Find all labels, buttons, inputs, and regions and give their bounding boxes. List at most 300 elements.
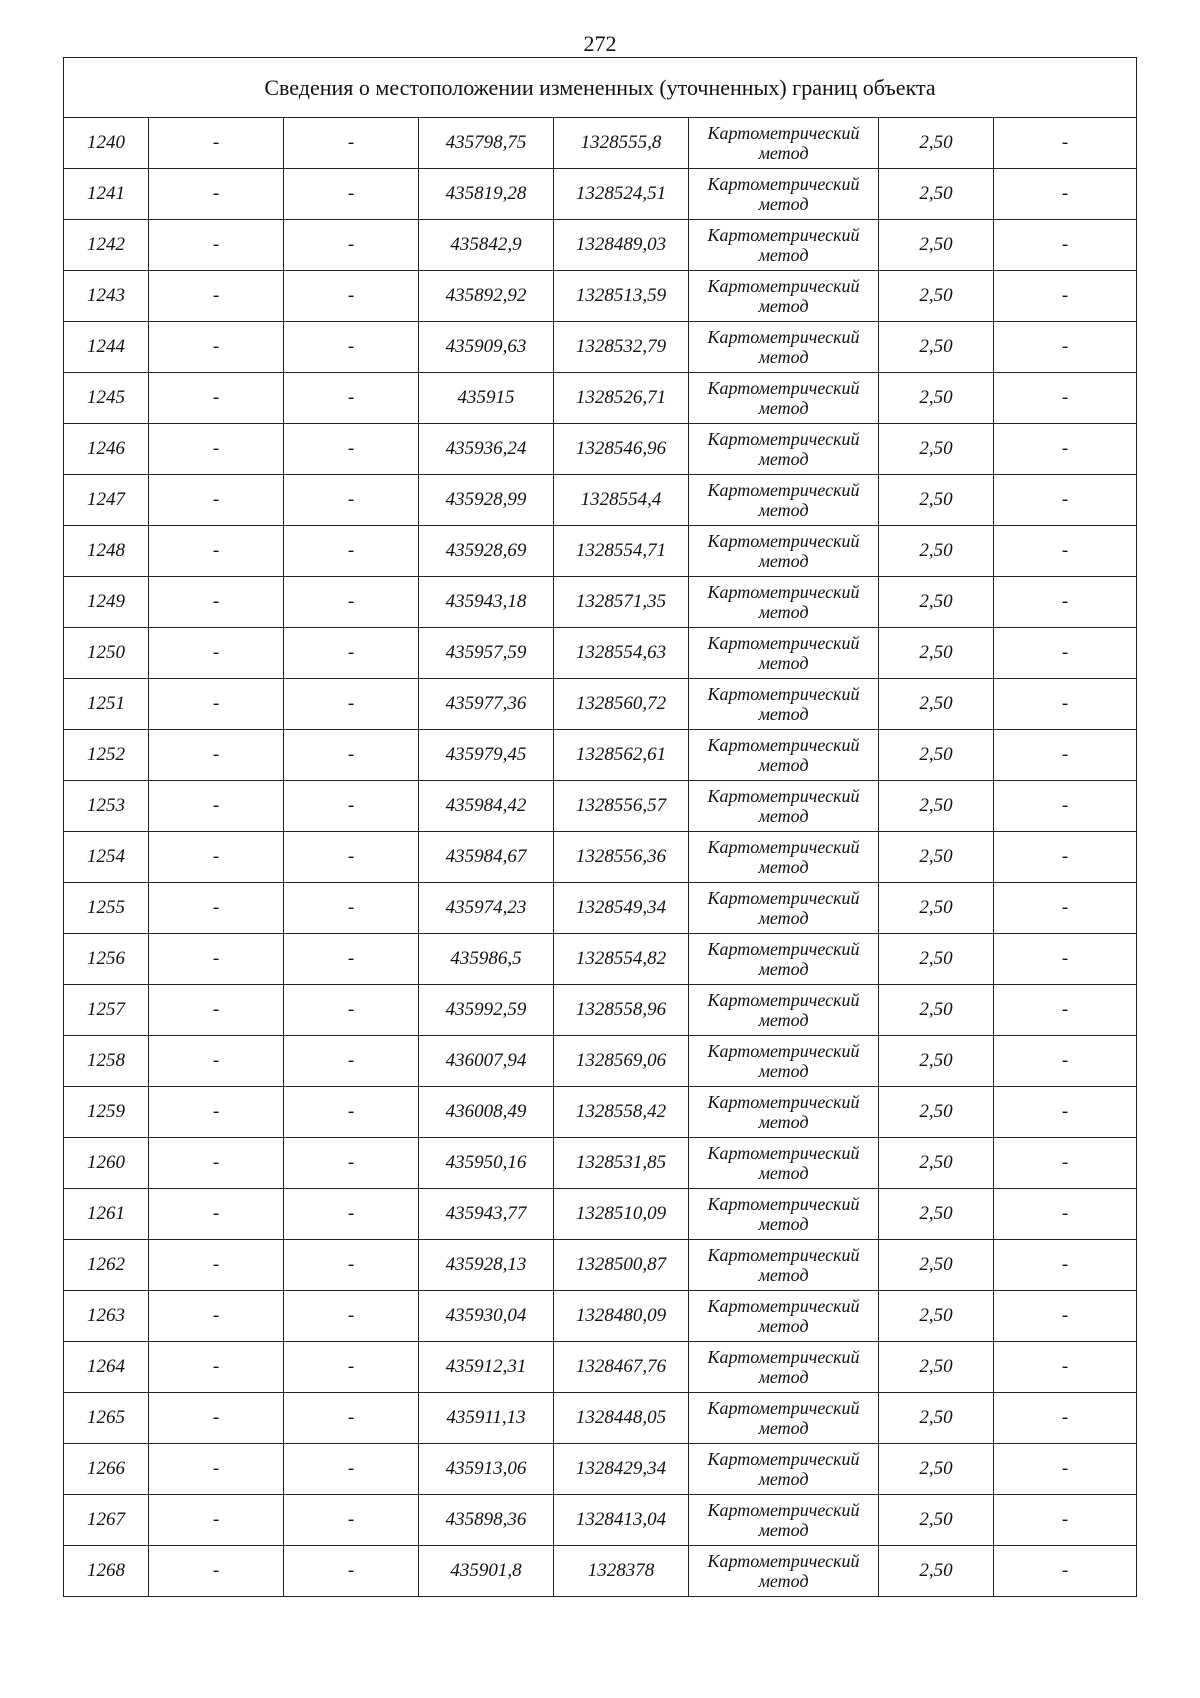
point-number-cell: 1241: [64, 169, 149, 220]
method-line-2: метод: [758, 1469, 809, 1489]
point-number-cell: 1243: [64, 271, 149, 322]
table-row: [64, 526, 1137, 577]
page-number: 272: [583, 31, 617, 56]
table-row: [64, 118, 1137, 169]
point-number-cell: 1249: [64, 577, 149, 628]
method-cell: [689, 1138, 879, 1189]
empty-value-cell: -: [149, 373, 284, 424]
empty-value-cell: -: [149, 1444, 284, 1495]
accuracy-cell: 2,50: [879, 628, 994, 679]
method-line-1: Картометрический: [707, 327, 860, 347]
empty-value-cell: -: [994, 475, 1137, 526]
method-cell: [689, 1546, 879, 1597]
empty-value-cell: -: [994, 1495, 1137, 1546]
empty-value-cell: -: [994, 628, 1137, 679]
method-cell: [689, 1291, 879, 1342]
method-line-2: метод: [758, 1010, 809, 1030]
method-line-1: Картометрический: [707, 1551, 860, 1571]
table-row: [64, 169, 1137, 220]
point-number-cell: 1260: [64, 1138, 149, 1189]
table-row: [64, 1036, 1137, 1087]
y-coordinate-cell: 1328467,76: [554, 1342, 689, 1393]
accuracy-cell: 2,50: [879, 1444, 994, 1495]
y-coordinate-cell: 1328513,59: [554, 271, 689, 322]
method-line-1: Картометрический: [707, 939, 860, 959]
y-coordinate-cell: 1328480,09: [554, 1291, 689, 1342]
method-line-1: Картометрический: [707, 429, 860, 449]
empty-value-cell: -: [994, 322, 1137, 373]
method-cell: [689, 730, 879, 781]
empty-value-cell: -: [284, 475, 419, 526]
empty-value-cell: -: [149, 1291, 284, 1342]
x-coordinate-cell: 435911,13: [419, 1393, 554, 1444]
empty-value-cell: -: [284, 883, 419, 934]
empty-value-cell: -: [149, 1393, 284, 1444]
table-row: [64, 424, 1137, 475]
accuracy-cell: 2,50: [879, 475, 994, 526]
method-line-1: Картометрический: [707, 531, 860, 551]
method-cell: [689, 832, 879, 883]
point-number-cell: 1261: [64, 1189, 149, 1240]
method-line-2: метод: [758, 1520, 809, 1540]
point-number-cell: 1263: [64, 1291, 149, 1342]
method-cell: [689, 985, 879, 1036]
y-coordinate-cell: 1328554,4: [554, 475, 689, 526]
method-line-2: метод: [758, 1214, 809, 1234]
empty-value-cell: -: [284, 781, 419, 832]
accuracy-cell: 2,50: [879, 118, 994, 169]
accuracy-cell: 2,50: [879, 1087, 994, 1138]
y-coordinate-cell: 1328560,72: [554, 679, 689, 730]
method-cell: [689, 1189, 879, 1240]
empty-value-cell: -: [149, 1087, 284, 1138]
point-number-cell: 1259: [64, 1087, 149, 1138]
method-line-1: Картометрический: [707, 684, 860, 704]
method-cell: [689, 322, 879, 373]
method-line-2: метод: [758, 704, 809, 724]
table-row: [64, 730, 1137, 781]
method-cell: [689, 577, 879, 628]
point-number-cell: 1267: [64, 1495, 149, 1546]
x-coordinate-cell: 436007,94: [419, 1036, 554, 1087]
accuracy-cell: 2,50: [879, 1291, 994, 1342]
empty-value-cell: -: [994, 220, 1137, 271]
y-coordinate-cell: 1328558,96: [554, 985, 689, 1036]
empty-value-cell: -: [284, 1189, 419, 1240]
table-row: [64, 1342, 1137, 1393]
table-row: [64, 475, 1137, 526]
empty-value-cell: -: [149, 1036, 284, 1087]
empty-value-cell: -: [284, 679, 419, 730]
table-row: [64, 1546, 1137, 1597]
empty-value-cell: -: [149, 832, 284, 883]
empty-value-cell: -: [149, 934, 284, 985]
y-coordinate-cell: 1328524,51: [554, 169, 689, 220]
table-title: Сведения о местоположении измененных (уточненных) границ объекта: [64, 58, 1137, 118]
point-number-cell: 1240: [64, 118, 149, 169]
y-coordinate-cell: 1328569,06: [554, 1036, 689, 1087]
method-line-1: Картометрический: [707, 837, 860, 857]
point-number-cell: 1246: [64, 424, 149, 475]
empty-value-cell: -: [149, 883, 284, 934]
accuracy-cell: 2,50: [879, 679, 994, 730]
empty-value-cell: -: [994, 577, 1137, 628]
empty-value-cell: -: [284, 271, 419, 322]
y-coordinate-cell: 1328549,34: [554, 883, 689, 934]
empty-value-cell: -: [284, 934, 419, 985]
point-number-cell: 1251: [64, 679, 149, 730]
method-line-1: Картометрический: [707, 1194, 860, 1214]
accuracy-cell: 2,50: [879, 220, 994, 271]
method-line-1: Картометрический: [707, 174, 860, 194]
empty-value-cell: -: [994, 883, 1137, 934]
method-cell: [689, 1495, 879, 1546]
empty-value-cell: -: [994, 679, 1137, 730]
empty-value-cell: -: [284, 832, 419, 883]
method-cell: [689, 169, 879, 220]
table-row: [64, 679, 1137, 730]
x-coordinate-cell: 435930,04: [419, 1291, 554, 1342]
empty-value-cell: -: [149, 628, 284, 679]
point-number-cell: 1247: [64, 475, 149, 526]
empty-value-cell: -: [284, 526, 419, 577]
method-line-2: метод: [758, 1418, 809, 1438]
method-line-1: Картометрический: [707, 1500, 860, 1520]
method-cell: [689, 373, 879, 424]
accuracy-cell: 2,50: [879, 322, 994, 373]
accuracy-cell: 2,50: [879, 169, 994, 220]
method-line-1: Картометрический: [707, 990, 860, 1010]
x-coordinate-cell: 435984,67: [419, 832, 554, 883]
method-cell: [689, 475, 879, 526]
x-coordinate-cell: 435909,63: [419, 322, 554, 373]
empty-value-cell: -: [149, 985, 284, 1036]
y-coordinate-cell: 1328378: [554, 1546, 689, 1597]
accuracy-cell: 2,50: [879, 1036, 994, 1087]
method-line-1: Картометрический: [707, 1296, 860, 1316]
empty-value-cell: -: [994, 1087, 1137, 1138]
empty-value-cell: -: [994, 169, 1137, 220]
method-line-2: метод: [758, 296, 809, 316]
method-line-1: Картометрический: [707, 1449, 860, 1469]
x-coordinate-cell: 435928,69: [419, 526, 554, 577]
x-coordinate-cell: 435984,42: [419, 781, 554, 832]
method-line-2: метод: [758, 602, 809, 622]
accuracy-cell: 2,50: [879, 730, 994, 781]
empty-value-cell: -: [994, 985, 1137, 1036]
method-line-1: Картометрический: [707, 480, 860, 500]
point-number-cell: 1258: [64, 1036, 149, 1087]
empty-value-cell: -: [284, 985, 419, 1036]
empty-value-cell: -: [284, 169, 419, 220]
point-number-cell: 1253: [64, 781, 149, 832]
empty-value-cell: -: [149, 169, 284, 220]
method-line-2: метод: [758, 449, 809, 469]
x-coordinate-cell: 435943,18: [419, 577, 554, 628]
x-coordinate-cell: 435977,36: [419, 679, 554, 730]
y-coordinate-cell: 1328546,96: [554, 424, 689, 475]
y-coordinate-cell: 1328554,63: [554, 628, 689, 679]
x-coordinate-cell: 435915: [419, 373, 554, 424]
point-number-cell: 1255: [64, 883, 149, 934]
empty-value-cell: -: [284, 1036, 419, 1087]
method-line-2: метод: [758, 194, 809, 214]
accuracy-cell: 2,50: [879, 934, 994, 985]
empty-value-cell: -: [149, 1138, 284, 1189]
table-row: [64, 1291, 1137, 1342]
empty-value-cell: -: [284, 1444, 419, 1495]
x-coordinate-cell: 435950,16: [419, 1138, 554, 1189]
y-coordinate-cell: 1328554,82: [554, 934, 689, 985]
y-coordinate-cell: 1328489,03: [554, 220, 689, 271]
accuracy-cell: 2,50: [879, 832, 994, 883]
x-coordinate-cell: 436008,49: [419, 1087, 554, 1138]
empty-value-cell: -: [284, 1291, 419, 1342]
point-number-cell: 1252: [64, 730, 149, 781]
empty-value-cell: -: [149, 1342, 284, 1393]
empty-value-cell: -: [284, 322, 419, 373]
empty-value-cell: -: [284, 1495, 419, 1546]
method-cell: [689, 934, 879, 985]
method-line-1: Картометрический: [707, 1092, 860, 1112]
method-line-2: метод: [758, 653, 809, 673]
empty-value-cell: -: [994, 730, 1137, 781]
x-coordinate-cell: 435912,31: [419, 1342, 554, 1393]
empty-value-cell: -: [994, 1036, 1137, 1087]
x-coordinate-cell: 435936,24: [419, 424, 554, 475]
empty-value-cell: -: [284, 577, 419, 628]
table-row: [64, 220, 1137, 271]
table-row: [64, 1240, 1137, 1291]
table-row: [64, 628, 1137, 679]
method-line-1: Картометрический: [707, 276, 860, 296]
point-number-cell: 1244: [64, 322, 149, 373]
empty-value-cell: -: [149, 220, 284, 271]
empty-value-cell: -: [149, 679, 284, 730]
y-coordinate-cell: 1328413,04: [554, 1495, 689, 1546]
y-coordinate-cell: 1328429,34: [554, 1444, 689, 1495]
table-row: [64, 985, 1137, 1036]
empty-value-cell: -: [284, 1546, 419, 1597]
table-row: [64, 934, 1137, 985]
empty-value-cell: -: [284, 1393, 419, 1444]
x-coordinate-cell: 435798,75: [419, 118, 554, 169]
point-number-cell: 1256: [64, 934, 149, 985]
y-coordinate-cell: 1328571,35: [554, 577, 689, 628]
table-row: [64, 322, 1137, 373]
method-cell: [689, 1036, 879, 1087]
accuracy-cell: 2,50: [879, 1546, 994, 1597]
coordinates-table: [63, 57, 1137, 1597]
empty-value-cell: -: [284, 373, 419, 424]
method-cell: [689, 1240, 879, 1291]
empty-value-cell: -: [149, 118, 284, 169]
method-line-2: метод: [758, 551, 809, 571]
method-line-1: Картометрический: [707, 1347, 860, 1367]
accuracy-cell: 2,50: [879, 424, 994, 475]
x-coordinate-cell: 435943,77: [419, 1189, 554, 1240]
y-coordinate-cell: 1328554,71: [554, 526, 689, 577]
table-row: [64, 271, 1137, 322]
method-cell: [689, 883, 879, 934]
method-line-2: метод: [758, 1265, 809, 1285]
method-cell: [689, 1087, 879, 1138]
empty-value-cell: -: [994, 832, 1137, 883]
method-line-2: метод: [758, 1112, 809, 1132]
empty-value-cell: -: [994, 1444, 1137, 1495]
point-number-cell: 1242: [64, 220, 149, 271]
method-cell: [689, 781, 879, 832]
point-number-cell: 1265: [64, 1393, 149, 1444]
method-line-2: метод: [758, 959, 809, 979]
empty-value-cell: -: [149, 322, 284, 373]
method-line-2: метод: [758, 1061, 809, 1081]
x-coordinate-cell: 435986,5: [419, 934, 554, 985]
accuracy-cell: 2,50: [879, 781, 994, 832]
accuracy-cell: 2,50: [879, 1138, 994, 1189]
method-cell: [689, 1393, 879, 1444]
empty-value-cell: -: [149, 577, 284, 628]
method-line-2: метод: [758, 755, 809, 775]
accuracy-cell: 2,50: [879, 985, 994, 1036]
y-coordinate-cell: 1328510,09: [554, 1189, 689, 1240]
x-coordinate-cell: 435957,59: [419, 628, 554, 679]
method-line-1: Картометрический: [707, 786, 860, 806]
empty-value-cell: -: [284, 1240, 419, 1291]
empty-value-cell: -: [994, 526, 1137, 577]
x-coordinate-cell: 435901,8: [419, 1546, 554, 1597]
table-row: [64, 1444, 1137, 1495]
method-line-1: Картометрический: [707, 225, 860, 245]
point-number-cell: 1245: [64, 373, 149, 424]
table-row: [64, 832, 1137, 883]
table-row: [64, 1495, 1137, 1546]
x-coordinate-cell: 435913,06: [419, 1444, 554, 1495]
x-coordinate-cell: 435979,45: [419, 730, 554, 781]
x-coordinate-cell: 435892,92: [419, 271, 554, 322]
empty-value-cell: -: [994, 934, 1137, 985]
point-number-cell: 1254: [64, 832, 149, 883]
method-line-2: метод: [758, 806, 809, 826]
y-coordinate-cell: 1328556,36: [554, 832, 689, 883]
table-row: [64, 1138, 1137, 1189]
empty-value-cell: -: [994, 1138, 1137, 1189]
accuracy-cell: 2,50: [879, 1240, 994, 1291]
accuracy-cell: 2,50: [879, 577, 994, 628]
method-line-1: Картометрический: [707, 582, 860, 602]
point-number-cell: 1264: [64, 1342, 149, 1393]
table-row: [64, 1189, 1137, 1240]
empty-value-cell: -: [149, 1240, 284, 1291]
empty-value-cell: -: [994, 271, 1137, 322]
method-line-2: метод: [758, 1163, 809, 1183]
empty-value-cell: -: [994, 1393, 1137, 1444]
table-title-row: [64, 58, 1137, 118]
method-line-2: метод: [758, 1367, 809, 1387]
method-line-1: Картометрический: [707, 1398, 860, 1418]
empty-value-cell: -: [284, 730, 419, 781]
method-line-2: метод: [758, 1316, 809, 1336]
accuracy-cell: 2,50: [879, 373, 994, 424]
method-cell: [689, 424, 879, 475]
table-row: [64, 1087, 1137, 1138]
empty-value-cell: -: [994, 118, 1137, 169]
empty-value-cell: -: [284, 220, 419, 271]
y-coordinate-cell: 1328448,05: [554, 1393, 689, 1444]
method-line-1: Картометрический: [707, 123, 860, 143]
empty-value-cell: -: [284, 424, 419, 475]
accuracy-cell: 2,50: [879, 1495, 994, 1546]
x-coordinate-cell: 435898,36: [419, 1495, 554, 1546]
empty-value-cell: -: [284, 628, 419, 679]
method-line-2: метод: [758, 908, 809, 928]
empty-value-cell: -: [149, 475, 284, 526]
empty-value-cell: -: [994, 1291, 1137, 1342]
method-cell: [689, 220, 879, 271]
point-number-cell: 1262: [64, 1240, 149, 1291]
method-cell: [689, 1444, 879, 1495]
empty-value-cell: -: [149, 1189, 284, 1240]
point-number-cell: 1257: [64, 985, 149, 1036]
accuracy-cell: 2,50: [879, 1393, 994, 1444]
empty-value-cell: -: [994, 1342, 1137, 1393]
y-coordinate-cell: 1328526,71: [554, 373, 689, 424]
empty-value-cell: -: [149, 424, 284, 475]
point-number-cell: 1266: [64, 1444, 149, 1495]
empty-value-cell: -: [149, 730, 284, 781]
empty-value-cell: -: [284, 118, 419, 169]
x-coordinate-cell: 435928,99: [419, 475, 554, 526]
method-line-2: метод: [758, 347, 809, 367]
empty-value-cell: -: [284, 1342, 419, 1393]
empty-value-cell: -: [994, 1189, 1137, 1240]
empty-value-cell: -: [149, 781, 284, 832]
empty-value-cell: -: [994, 1240, 1137, 1291]
accuracy-cell: 2,50: [879, 883, 994, 934]
accuracy-cell: 2,50: [879, 271, 994, 322]
method-line-2: метод: [758, 143, 809, 163]
point-number-cell: 1248: [64, 526, 149, 577]
table-row: [64, 781, 1137, 832]
y-coordinate-cell: 1328500,87: [554, 1240, 689, 1291]
method-line-2: метод: [758, 1571, 809, 1591]
method-cell: [689, 271, 879, 322]
empty-value-cell: -: [994, 781, 1137, 832]
table-row: [64, 577, 1137, 628]
empty-value-cell: -: [149, 1546, 284, 1597]
y-coordinate-cell: 1328531,85: [554, 1138, 689, 1189]
y-coordinate-cell: 1328562,61: [554, 730, 689, 781]
table-row: [64, 883, 1137, 934]
method-line-1: Картометрический: [707, 1041, 860, 1061]
accuracy-cell: 2,50: [879, 526, 994, 577]
point-number-cell: 1250: [64, 628, 149, 679]
empty-value-cell: -: [994, 424, 1137, 475]
method-line-1: Картометрический: [707, 735, 860, 755]
x-coordinate-cell: 435974,23: [419, 883, 554, 934]
method-line-2: метод: [758, 857, 809, 877]
table-row: [64, 1393, 1137, 1444]
method-line-1: Картометрический: [707, 633, 860, 653]
empty-value-cell: -: [284, 1138, 419, 1189]
x-coordinate-cell: 435842,9: [419, 220, 554, 271]
y-coordinate-cell: 1328558,42: [554, 1087, 689, 1138]
method-line-1: Картометрический: [707, 1245, 860, 1265]
y-coordinate-cell: 1328532,79: [554, 322, 689, 373]
method-line-2: метод: [758, 245, 809, 265]
table-row: [64, 373, 1137, 424]
empty-value-cell: -: [149, 1495, 284, 1546]
